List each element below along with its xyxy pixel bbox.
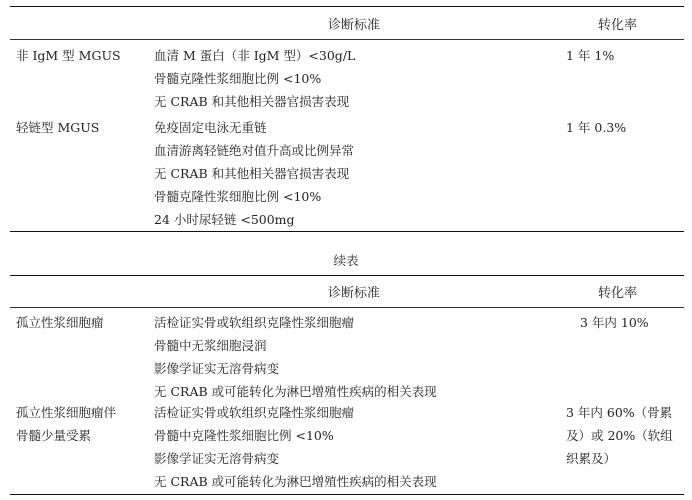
criterion: 影像学证实无溶骨病变 (154, 451, 280, 466)
criterion: 骨髓克隆性浆细胞比例 <10% (154, 71, 322, 86)
criterion: 无 CRAB 和其他相关器官损害表现 (154, 94, 350, 109)
bottom-rule (10, 494, 684, 495)
criterion: 无 CRAB 或可能转化为淋巴增殖性疾病的相关表现 (154, 474, 437, 489)
row-criteria (154, 311, 564, 403)
header-criteria: 诊断标准 (328, 18, 381, 33)
criterion: 骨髓克隆性浆细胞比例 <10% (154, 189, 322, 204)
criterion: 血清 M 蛋白（非 IgM 型）<30g/L (154, 48, 356, 63)
header-rate: 转化率 (598, 18, 638, 33)
criterion: 无 CRAB 或可能转化为淋巴增殖性疾病的相关表现 (154, 384, 437, 399)
continued-caption: 续表 (333, 253, 359, 268)
row-rate: 1 年 0.3% (566, 120, 627, 135)
row-name: 轻链型 MGUS (16, 120, 100, 135)
row-name: 孤立性浆细胞瘤 (16, 315, 104, 330)
criterion: 影像学证实无溶骨病变 (154, 361, 280, 376)
header-criteria: 诊断标准 (328, 286, 381, 301)
header-rate: 转化率 (598, 286, 638, 301)
row-name: 非 IgM 型 MGUS (16, 48, 121, 63)
criterion: 血清游离轻链绝对值升高或比例异常 (154, 143, 355, 158)
row-name: 孤立性浆细胞瘤伴 骨髓少量受累 (16, 405, 117, 443)
criterion: 活检证实骨或软组织克隆性浆细胞瘤 (154, 405, 355, 420)
top-rule (10, 6, 684, 7)
row-criteria (154, 44, 564, 113)
header-rule (10, 307, 684, 308)
row-rate: 1 年 1% (566, 48, 615, 63)
row-criteria (154, 116, 564, 231)
criterion: 骨髓中无浆细胞浸润 (154, 338, 267, 353)
criterion: 免疫固定电泳无重链 (154, 120, 267, 135)
bottom-rule (10, 231, 684, 232)
top-rule (10, 275, 684, 276)
row-rate: 3 年内 10% (580, 315, 649, 330)
row-rate: 3 年内 60%（骨累 及）或 20%（软组 织累及） (566, 405, 673, 466)
row-criteria (154, 401, 564, 493)
header-rule (10, 39, 684, 40)
criterion: 24 小时尿轻链 <500mg (154, 212, 295, 227)
criterion: 骨髓中克隆性浆细胞比例 <10% (154, 428, 334, 443)
criterion: 无 CRAB 和其他相关器官损害表现 (154, 166, 350, 181)
criterion: 活检证实骨或软组织克隆性浆细胞瘤 (154, 315, 355, 330)
